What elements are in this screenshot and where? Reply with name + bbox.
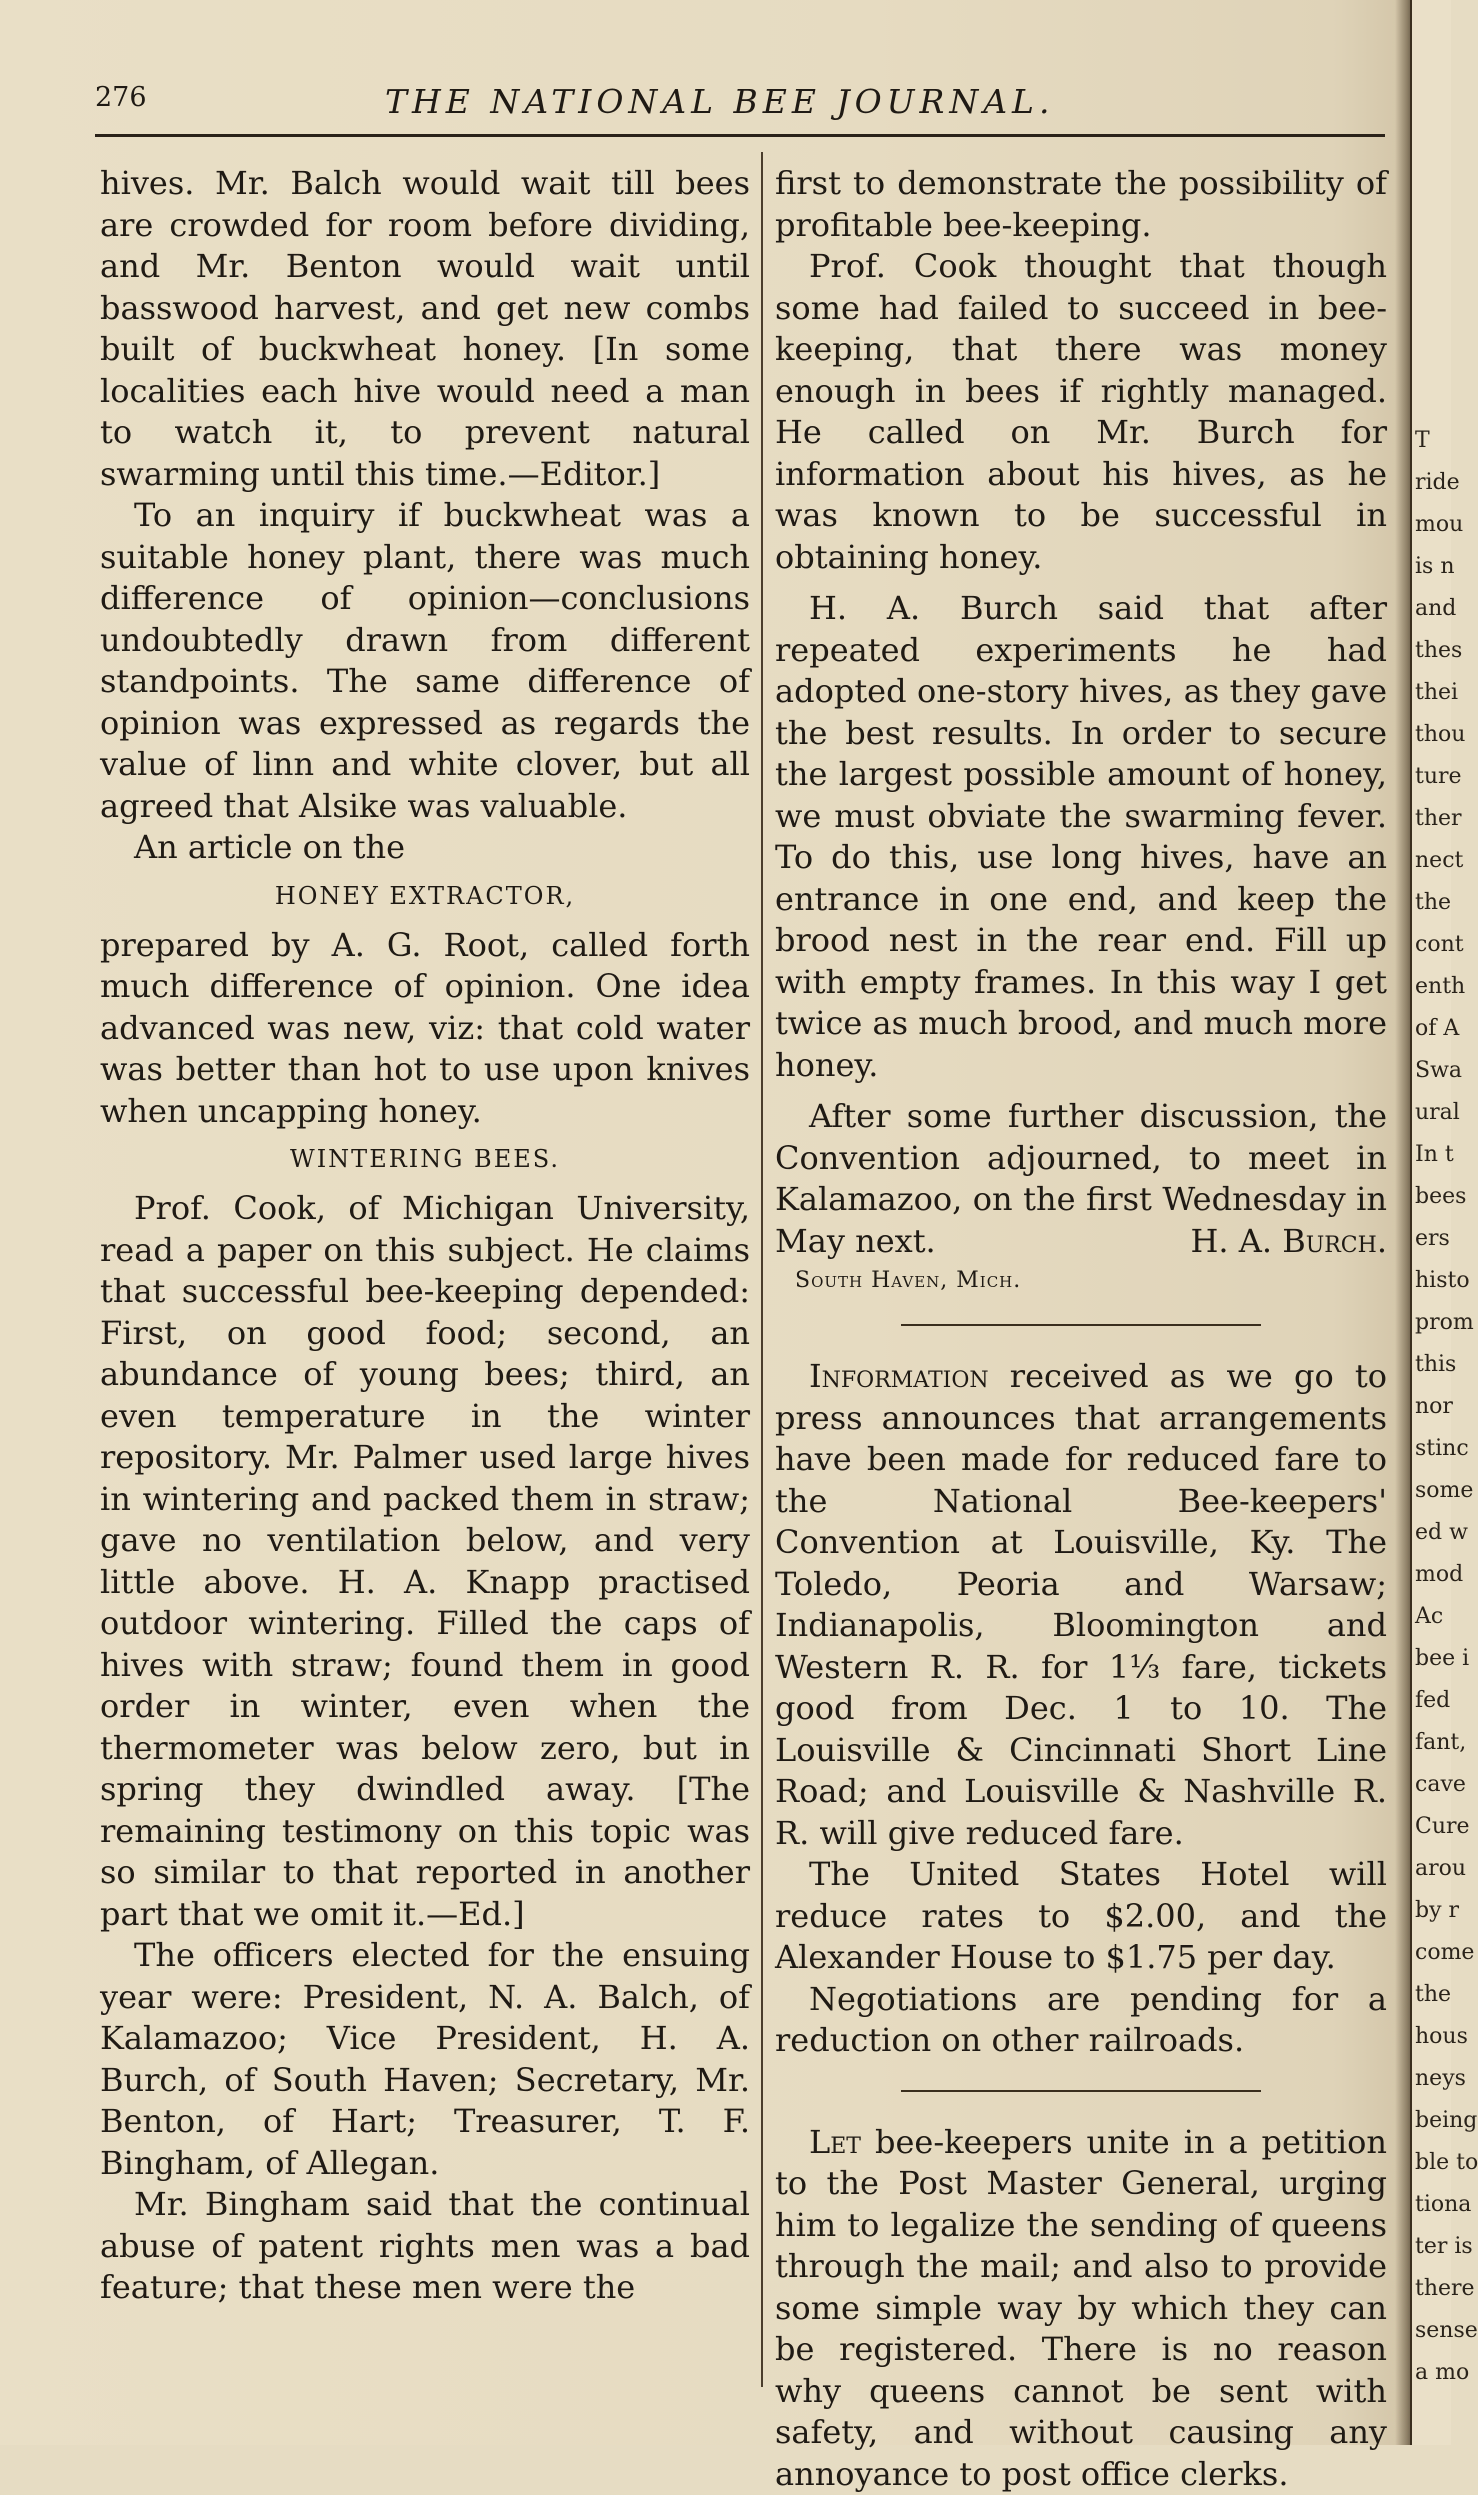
paragraph [775,2122,1387,2495]
adjacent-page-fragment: ture [1412,756,1451,798]
adjacent-page-fragment: prom [1412,1302,1451,1344]
paragraph: To an inquiry if buckwheat was a suitable honey plant, there was much difference of opinion—conclusions undoubtedly drawn from different standpoints. The same difference of opinion was expressed as regards the value of linn and white clover, but all agreed that Alsike was valuable. [100,495,750,827]
adjacent-page-fragment: hous [1412,2016,1451,2058]
section-heading: WINTERING BEES. [100,1144,750,1174]
adjacent-page-fragment: ural [1412,1092,1451,1134]
adjacent-page-fragment: mod [1412,1554,1451,1596]
adjacent-page-fragment: ers [1412,1218,1451,1260]
paragraph: The officers elected for the ensuing year were: President, N. A. Balch, of Kalamazoo; Vice President, H. A. Burch, of South Haven; Secretary, Mr. Benton, of Hart; Treasurer, T. F. Bingham, of Allegan. [100,1935,750,2184]
paragraph: prepared by A. G. Root, called forth much difference of opinion. One idea advanced was new, viz: that cold water was better than hot to use upon knives when uncapping honey. [100,925,750,1133]
adjacent-page-fragment: Swa [1412,1050,1451,1092]
paragraph: H. A. Burch said that after repeated experiments he had adopted one-story hives, as they gave the best results. In order to secure the largest possible amount of honey, we must obviate the swarming fever. To do this, use long hives, have an entrance in one end, and keep the brood nest in the rear end. Fill up with empty frames. In this way I get twice as much brood, and much more honey. [775,588,1387,1086]
lead-word: Information [809,1357,989,1395]
adjacent-page-fragment: ter is [1412,2226,1451,2268]
paragraph: first to demonstrate the possibility of profitable bee-keeping. [775,163,1387,246]
adjacent-page-fragment: being [1412,2100,1451,2142]
left-column [100,163,750,2309]
paragraph: The United States Hotel will reduce rates to $2.00, and the Alexander House to $1.75 per day. [775,1854,1387,1979]
adjacent-page-fragment: tiona [1412,2184,1451,2226]
adjacent-page-fragment: ride [1412,462,1451,504]
adjacent-page-fragment: by r [1412,1890,1451,1932]
adjacent-page-fragment: the [1412,1974,1451,2016]
adjacent-page-fragment: arou [1412,1848,1451,1890]
adjacent-page-fragment: Ac [1412,1596,1451,1638]
adjacent-page-edge [1410,0,1451,2445]
page-number: 276 [95,82,147,113]
adjacent-page-fragment: thou [1412,714,1451,756]
adjacent-page-fragment: histo [1412,1260,1451,1302]
paragraph-text: received as we go to press announces that arrangements have been made for reduced fare to the National Bee-keepers' Convention at Louisville, Ky. The Toledo, Peoria and Warsaw; Indianapolis, Bloomington and Western R. R. for 1⅓ fare, tickets good from Dec. 1 to 10. The Louisville & Cincinnati Short Line Road; and Louisville & Nashville R. R. will give reduced fare. [775,1357,1387,1852]
lead-word: Let [809,2123,861,2161]
section-heading: HONEY EXTRACTOR, [100,881,750,911]
paragraph: Negotiations are pending for a reduction on other railroads. [775,1979,1387,2062]
adjacent-page-fragment: cave [1412,1764,1451,1806]
dateline-place: South Haven, Mich. [795,1266,1387,1296]
adjacent-page-fragment: is n [1412,546,1451,588]
column-divider [761,152,763,2387]
signature: H. A. Burch. [1156,1221,1387,1263]
paragraph: hives. Mr. Balch would wait till bees are crowded for room before dividing, and Mr. Benton would wait until basswood harvest, and get new combs built of buckwheat honey. [In some localities each hive would need a man to watch it, to prevent natural swarming until this time.—Editor.] [100,163,750,495]
adjacent-page-fragment: enth [1412,966,1451,1008]
page-header [95,82,1385,126]
adjacent-page-fragment: T [1412,420,1451,462]
adjacent-page-fragment: nect [1412,840,1451,882]
adjacent-page-fragment: thei [1412,672,1451,714]
adjacent-page-fragment: sense [1412,2310,1451,2352]
paragraph: Prof. Cook, of Michigan University, read a paper on this subject. He claims that successful bee-keeping depended: First, on good food; second, an abundance of young bees; third, an even temperature in the winter repository. Mr. Palmer used large hives in wintering and packed them in straw; gave no ventilation below, and very little above. H. A. Knapp practised outdoor wintering. Filled the caps of hives with straw; found them in good order in winter, even when the thermometer was below zero, but in spring they dwindled away. [The remaining testimony on this topic was so similar to that reported in another part that we omit it.—Ed.] [100,1188,750,1935]
paragraph: Mr. Bingham said that the continual abuse of patent rights men was a bad feature; that these men were the [100,2184,750,2309]
header-rule [95,134,1385,137]
paragraph-text: After some further discussion, the Convention adjourned, to meet in Kalamazoo, on the first Wednesday in May next. [775,1097,1387,1260]
paragraph [775,1356,1387,1854]
adjacent-page-fragment: fant, [1412,1722,1451,1764]
adjacent-page-fragment: there [1412,2268,1451,2310]
adjacent-page-fragment: In t [1412,1134,1451,1176]
adjacent-page-fragment: nor [1412,1386,1451,1428]
adjacent-page-fragment: mou [1412,504,1451,546]
adjacent-page-fragment: Cure [1412,1806,1451,1848]
adjacent-page-fragment: bee i [1412,1638,1451,1680]
adjacent-page-fragment: ed w [1412,1512,1451,1554]
adjacent-page-fragment: bees [1412,1176,1451,1218]
adjacent-page-fragment: fed [1412,1680,1451,1722]
adjacent-page-fragment: ble to [1412,2142,1451,2184]
adjacent-page-fragment: the [1412,882,1451,924]
paragraph: Prof. Cook thought that though some had failed to succeed in bee-keeping, that there was money enough in bees if rightly managed. He called on Mr. Burch for information about his hives, as he was known to be successful in obtaining honey. [775,246,1387,578]
right-column [775,163,1387,2495]
paragraph: An article on the [100,827,750,869]
paragraph [775,1096,1387,1262]
journal-title: THE NATIONAL BEE JOURNAL. [385,82,1054,121]
adjacent-page-fragment: cont [1412,924,1451,966]
adjacent-page-fragment: come [1412,1932,1451,1974]
adjacent-page-fragment: stinc [1412,1428,1451,1470]
adjacent-page-fragment: some [1412,1470,1451,1512]
section-rule [901,1324,1261,1326]
adjacent-page-fragment: this [1412,1344,1451,1386]
adjacent-page-fragment: a mo [1412,2352,1451,2394]
adjacent-page-fragment: of A [1412,1008,1451,1050]
adjacent-page-fragment: ther [1412,798,1451,840]
adjacent-page-fragment: and [1412,588,1451,630]
adjacent-page-fragment: thes [1412,630,1451,672]
adjacent-page-fragment: neys [1412,2058,1451,2100]
paragraph-text: bee-keepers unite in a petition to the Post Master General, urging him to legalize the sending of queens through the mail; and also to provide some simple way by which they can be registered. There is no reason why queens cannot be sent with safety, and without causing any annoyance to post office clerks. [775,2123,1387,2493]
section-rule [901,2090,1261,2092]
